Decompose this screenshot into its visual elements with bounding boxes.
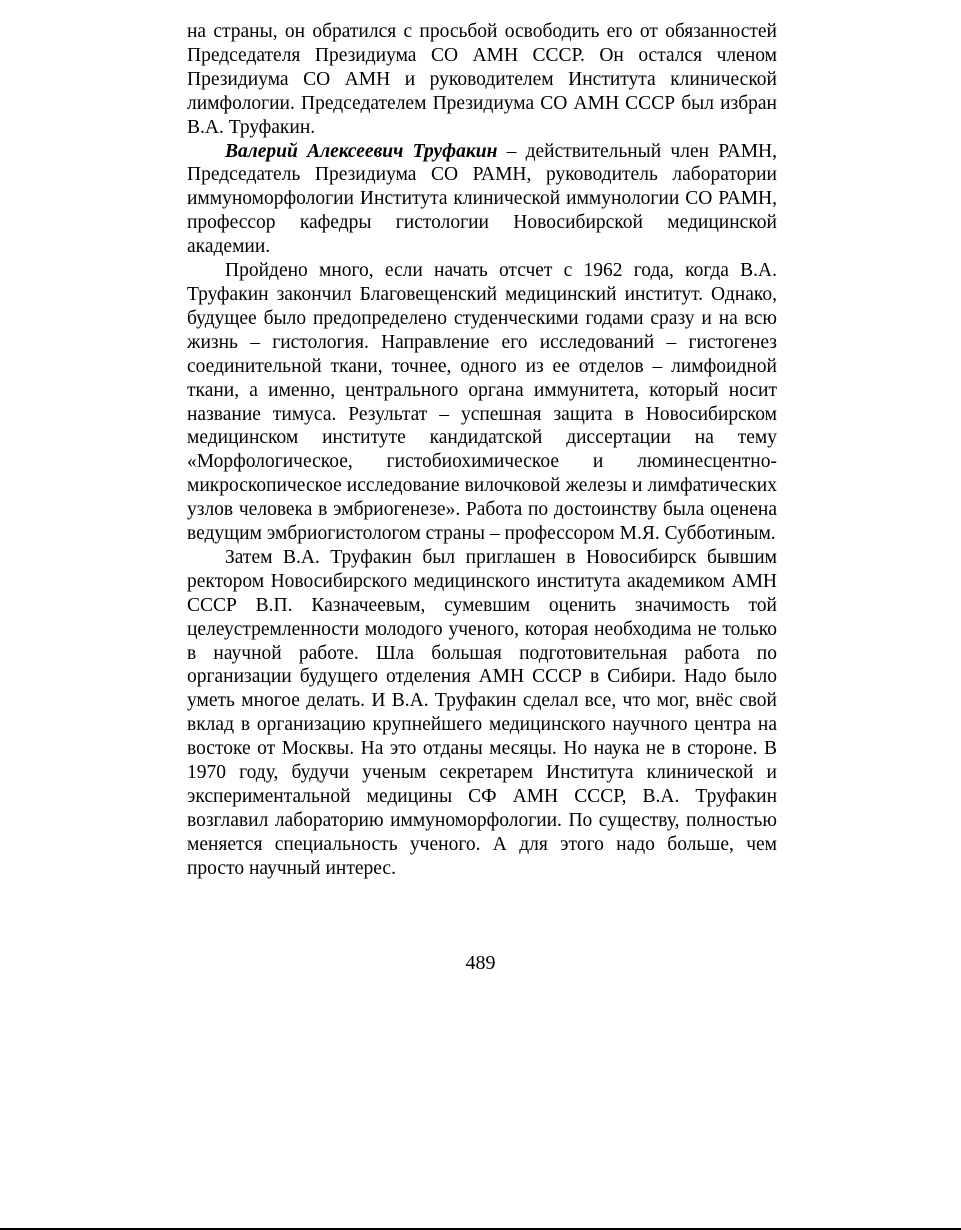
paragraph-2-text: – действительный член РАМН, Председатель Президиума СО РАМН, руководитель лаборатории иммуноморфологии Института клинической иммунологии СО РАМН, профессор кафедры гистологии Новосибирской медицинской академии. — [187, 140, 777, 258]
paragraph-4 — [187, 546, 777, 881]
paragraph-1 — [187, 20, 777, 140]
paragraph-3 — [187, 259, 777, 546]
paragraph-4-text: Затем В.А. Труфакин был приглашен в Новосибирск бывшим ректором Новосибирского медицинского института академиком АМН СССР В.П. Казначеевым, сумевшим оценить значимость той целеустремленности молодого ученого, которая необходима не только в научной работе. Шла большая подготовительная работа по организации будущего отделения АМН СССР в Сибири. Надо было уметь многое делать. И В.А. Труфакин сделал все, что мог, внёс свой вклад в организацию крупнейшего медицинского научного центра на востоке от Москвы. На это отданы месяцы. Но наука не в стороне. В 1970 году, будучи ученым секретарем Института клинической и экспериментальной медицины СФ АМН СССР, В.А. Труфакин возглавил лабораторию иммуноморфологии. По существу, полностью меняется специальность ученого. А для этого надо больше, чем просто научный интерес. — [187, 546, 777, 879]
paragraph-1-text: на страны, он обратился с просьбой освободить его от обязанностей Председателя Президиума СО АМН СССР. Он остался членом Президиума СО АМН и руководителем Института клинической лимфологии. Председателем Президиума СО АМН СССР был избран В.А. Труфакин. — [187, 21, 777, 138]
page-text-block — [187, 20, 777, 881]
page-number: 489 — [465, 952, 496, 974]
paragraph-2-lead-name: Валерий Алексеевич Труфакин — [225, 140, 498, 162]
paragraph-3-text: Пройдено много, если начать отсчет с 1962 года, когда В.А. Труфакин закончил Благовещенский медицинский институт. Однако, будущее было предопределено студенческими годами сразу и на всю жизнь – гистология. Направление его исследований – гистогенез соединительной ткани, точнее, одного из ее отделов – лимфоидной ткани, а именно, центрального органа иммунитета, который носит название тимуса. Результат – успешная защита в Новосибирском медицинском институте кандидатской диссертации на тему «Морфологическое, гистобиохимическое и люминесцентно-микроскопическое исследование вилочковой железы и лимфатических узлов человека в эмбриогенезе». Работа по достоинству была оценена ведущим эмбриогистологом страны – профессором М.Я. Субботиным. — [187, 260, 777, 545]
paragraph-2 — [187, 140, 777, 260]
